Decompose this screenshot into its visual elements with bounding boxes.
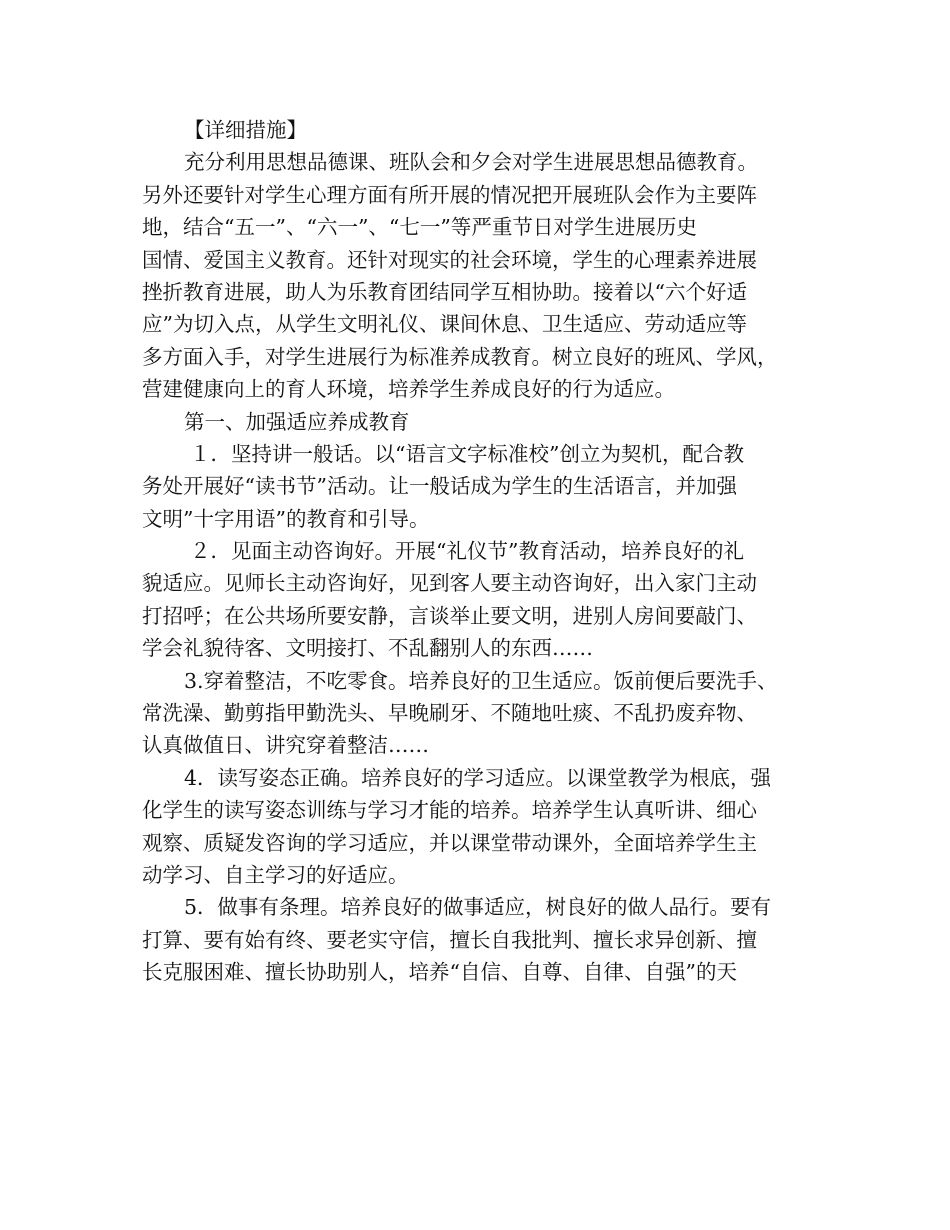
paragraph-line: 国情、爱国主义教育。还针对现实的社会环境，学生的心理素养进展 [142,247,757,272]
paragraph-line: 貌适应。见师长主动咨询好，见到客人要主动咨询好，出入家门主动 [142,571,757,596]
paragraph-line: 观察、质疑发咨询的学习适应，并以课堂带动课外，全面培养学生主 [142,830,757,855]
paragraph-line: 动学习、自主学习的好适应。 [142,862,409,887]
document-body [142,114,822,989]
paragraph-line: 化学生的读写姿态训练与学习才能的培养。培养学生认真听讲、细心 [142,798,757,823]
paragraph-line: 打算、要有始有终、要老实守信，擅长自我批判、擅长求异创新、擅 [142,927,757,952]
paragraph-line: 文明”十字用语”的教育和引导。 [142,506,430,531]
paragraph-line: 营建健康向上的育人环境，培养学生养成良好的行为适应。 [142,377,675,402]
paragraph-line: 学会礼貌待客、文明接打、不乱翻别人的东西…… [142,636,593,661]
paragraph-line: 应”为切入点，从学生文明礼仪、课间休息、卫生适应、劳动适应等 [142,312,747,337]
paragraph-line: 常洗澡、勤剪指甲勤洗头、早晚刷牙、不随地吐痰、不乱扔废弃物、 [142,701,757,726]
paragraph-line: 多方面入手，对学生进展行为标准养成教育。树立良好的班风、学风， [142,344,778,369]
paragraph-first-line: ２．见面主动咨询好。开展“礼仪节”教育活动，培养良好的礼 [190,539,744,564]
paragraph-first-line: 4．读写姿态正确。培养良好的学习适应。以课堂教学为根底，强 [184,765,772,790]
paragraph-line: 挫折教育进展，助人为乐教育团结同学互相协助。接着以“六个好适 [142,279,747,304]
paragraph-line: 认真做值日、讲究穿着整洁…… [142,733,429,758]
paragraph-first-line: 充分利用思想品德课、班队会和夕会对学生进展思想品德教育。 [184,150,758,175]
paragraph-line: 打招呼；在公共场所要安静，言谈举止要文明，进别人房间要敲门、 [142,603,757,628]
paragraph-first-line: １．坚持讲一般话。以“语言文字标准校”创立为契机，配合教 [190,441,744,466]
paragraph-line: 务处开展好“读书节”活动。让一般话成为学生的生活语言，并加强 [142,474,737,499]
paragraph-first-line: 第一、加强适应养成教育 [184,409,410,434]
section-heading: 【详细措施】 [184,118,307,142]
paragraph-line: 另外还要针对学生心理方面有所开展的情况把开展班队会作为主要阵 [142,182,757,207]
paragraph-first-line: 5．做事有条理。培养良好的做事适应，树良好的做人品行。要有 [184,895,772,920]
paragraph-line: 长克服困难、擅长协助别人，培养“自信、自尊、自律、自强”的天 [142,960,737,985]
paragraph-first-line: 3.穿着整洁，不吃零食。培养良好的卫生适应。饭前便后要洗手、 [184,668,778,693]
paragraph-line: 地，结合“五一”、“六一”、“七一”等严重节日对学生进展历史 [142,215,697,240]
